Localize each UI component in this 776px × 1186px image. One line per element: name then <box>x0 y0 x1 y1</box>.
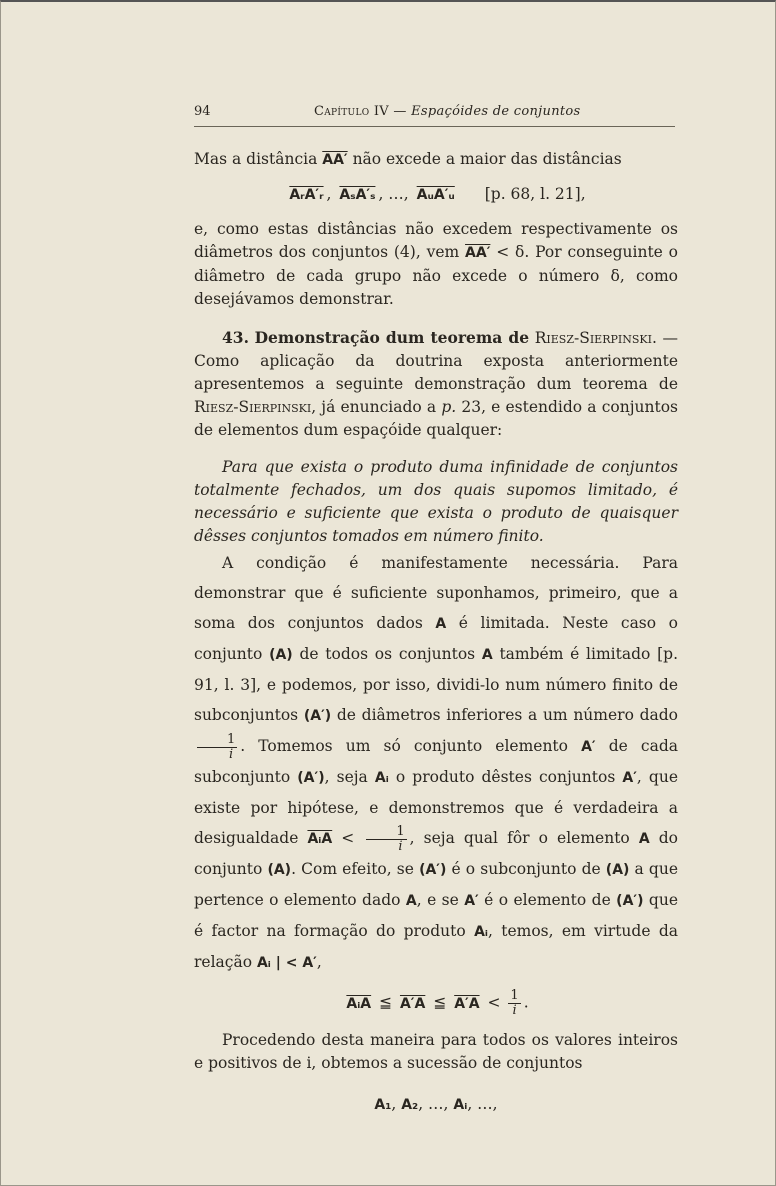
math-symbol: A′ <box>464 893 479 909</box>
math-symbol: A <box>481 647 493 663</box>
math-relation: ≦ <box>374 993 397 1012</box>
math-term: AₛA′ₛ <box>339 187 376 203</box>
fraction-one-over-i <box>197 733 237 762</box>
math-symbol: A <box>435 616 447 632</box>
paragraph-procedure: Procedendo desta maneira para todos os valores inteiros e positivos de i, obtemos a sucessão de conjuntos <box>194 1031 678 1072</box>
math-symbol: Aᵢ <box>374 770 389 786</box>
page-reference: [p. 68, l. 21], <box>484 185 586 203</box>
chapter-title: Espaçóides de conjuntos <box>411 104 581 119</box>
math-relation: < <box>482 993 506 1012</box>
text-run: , que existe por hipótese, e demonstremos que é verdadeira a desigualdade <box>194 768 678 847</box>
math-symbol: (A) <box>269 647 293 663</box>
text-run: de diâmetros inferiores a um número dado <box>331 706 679 724</box>
text-run: a que pertence o elemento dado <box>194 860 678 909</box>
text-run: é o subconjunto de <box>446 860 606 878</box>
page-ref: p. <box>441 398 457 416</box>
math-symbol: (A′) <box>303 708 332 724</box>
math-distance: AA′ <box>322 152 348 168</box>
equation-distances: AᵣA′ᵣ , AₛA′ₛ , …, AᵤA′ᵤ [p. 68, l. 21], <box>289 185 586 203</box>
page-number: 94 <box>194 104 211 119</box>
math-term: Aᵢ <box>453 1097 468 1113</box>
text-run: do conjunto <box>194 829 679 878</box>
math-ellipsis: , …, <box>467 1095 498 1113</box>
chapter-label: Capítulo IV <box>314 104 389 119</box>
math-symbol: Aᵢ | < A′ <box>256 955 317 971</box>
text-run: , seja <box>324 768 375 786</box>
text-run: , e se <box>416 891 465 909</box>
math-term: A′A <box>399 995 426 1012</box>
math-symbol: A′ <box>581 739 596 755</box>
math-term: $\overline{AᵢA}$ <box>346 995 372 1012</box>
text-run: Mas a distância <box>194 150 323 168</box>
section-43 <box>194 326 678 442</box>
math-term: A₂ <box>401 1097 419 1113</box>
text-run: , seja qual fôr o elemento <box>409 829 639 847</box>
running-head <box>314 104 580 119</box>
header-dash: — <box>388 104 412 119</box>
fraction-denominator: i <box>512 1003 517 1018</box>
text-run: já enunciado a <box>316 398 442 416</box>
math-term: A′A <box>454 995 480 1012</box>
text-run: de todos os conjuntos <box>292 645 482 663</box>
fraction-denominator: i <box>398 838 403 854</box>
math-term: A₁ <box>374 1097 392 1113</box>
theorem-statement: Para que exista o produto duma infinidade de conjuntos totalmente fechados, um dos quais supomos limitado, é necessário e suficiente que exista o produto de quaisquer dêsses conjuntos tomados em número finito. <box>194 458 678 545</box>
paragraph-conclusion <box>194 218 678 311</box>
math-symbol: A <box>405 893 417 909</box>
text-run: também é limitado [p. 91, l. 3], e podemos, por isso, dividi-lo num número finito de subconjuntos <box>194 645 678 724</box>
math-symbol: (A) <box>267 862 292 878</box>
math-distance: $\overline{AᵢA}$ <box>307 831 333 847</box>
math-relation: ≦ <box>428 993 452 1012</box>
fraction-one-over-i <box>366 825 406 854</box>
math-symbol: (A) <box>605 862 630 878</box>
text-run: de cada subconjunto <box>194 737 678 786</box>
fraction-numerator: 1 <box>366 825 406 840</box>
text-run: — <box>656 329 678 347</box>
math-symbol: (A′) <box>616 893 644 909</box>
text-run: é o elemento de <box>478 891 617 909</box>
math-symbol: A′ <box>622 770 637 786</box>
text-run: não excede a maior das distâncias <box>347 150 622 168</box>
text-run: , <box>316 953 322 971</box>
author-name: Riesz-Sierpinski. <box>534 329 657 347</box>
equation-inequality: $\overline{AᵢA}$ ≦ A′A ≦ A′A < $\frac{1}{i}$ . <box>346 988 529 1018</box>
text-run: Como aplicação da doutrina exposta anteriormente apresentemos a seguinte demonstração dum teorema de <box>194 352 678 393</box>
math-relation: < <box>332 829 364 847</box>
text-run: o produto dêstes conjuntos <box>388 768 623 786</box>
fraction-numerator: 1 <box>197 733 237 748</box>
fraction-one-over-i <box>508 989 520 1018</box>
text-run: 23, e estendido a conjuntos de elementos dum espaçóide qualquer: <box>194 398 678 439</box>
text-run: , temos, em virtude da relação <box>194 922 678 971</box>
math-term: AᵣA′ᵣ <box>289 187 324 203</box>
math-symbol: A <box>638 831 650 847</box>
math-distance: AA′ <box>465 245 491 261</box>
text-run: que é factor na formação do produto <box>194 891 678 940</box>
math-ellipsis: … <box>388 185 404 203</box>
fraction-denominator: i <box>229 746 234 762</box>
author-name: Riesz-Sierpinski, <box>194 398 317 416</box>
text-run: . Tomemos um só conjunto elemento <box>240 737 582 755</box>
text-run: A condição é manifestamente necessária. Para demonstrar que é suficiente suponhamos, primeiro, que a soma dos conjuntos dados <box>194 554 678 632</box>
text-run: < δ. Por conseguinte o diâmetro de cada grupo não excede o número δ, como desejávamos demonstrar. <box>194 243 678 308</box>
equation-sequence: A₁, A₂, …, Aᵢ, …, <box>374 1095 498 1113</box>
page-body <box>194 148 678 1117</box>
math-symbol: (A′) <box>419 862 447 878</box>
section-number: 43. <box>222 328 249 347</box>
paragraph-intro <box>194 148 678 172</box>
math-ellipsis: … <box>428 1095 444 1113</box>
math-term: AᵤA′ᵤ <box>416 187 455 203</box>
text-run: é limitada. Neste caso o conjunto <box>194 614 678 663</box>
math-symbol: (A′) <box>297 770 325 786</box>
fraction-numerator: 1 <box>510 988 519 1003</box>
text-run: e, como estas distâncias não excedem respectivamente os diâmetros dos conjuntos (4), vem <box>194 220 678 261</box>
text-run: . Com efeito, se <box>291 860 420 878</box>
paragraph-proof <box>194 548 678 978</box>
math-symbol: Aᵢ <box>474 924 488 940</box>
section-heading: Demonstração dum teorema de <box>254 328 530 347</box>
page-header <box>194 104 675 127</box>
